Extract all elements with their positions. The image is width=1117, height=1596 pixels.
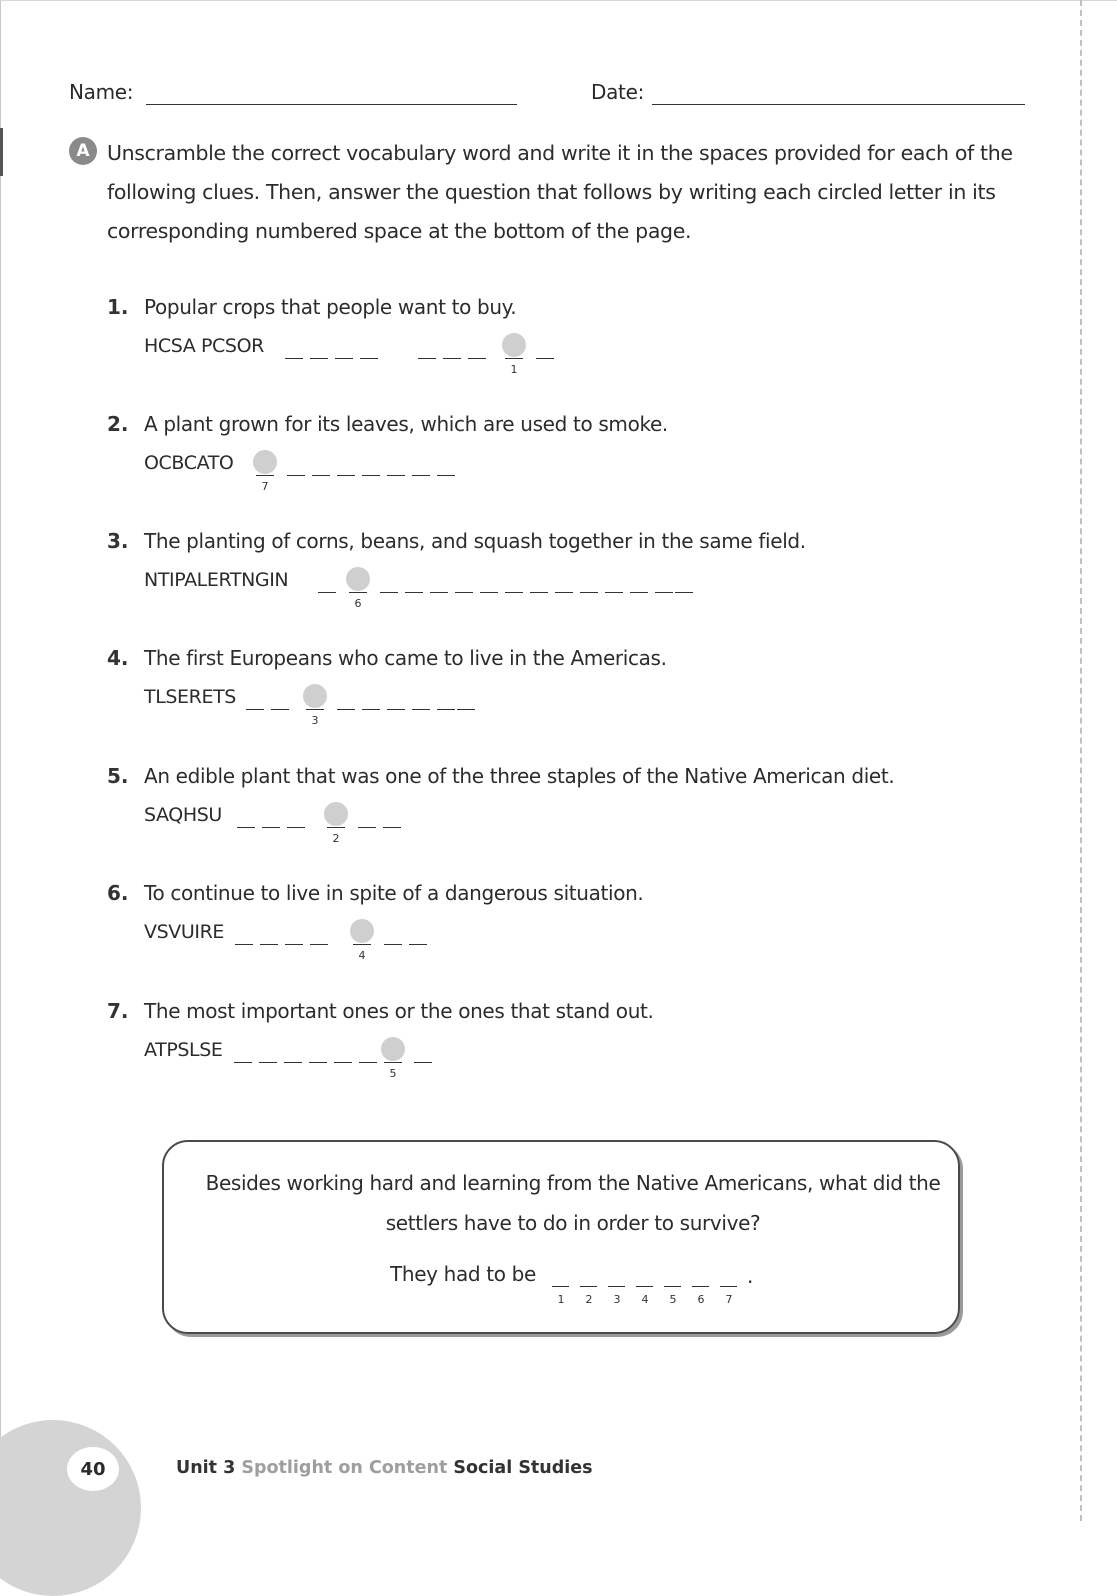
- question-clue: The first Europeans who came to live in the Americas.: [144, 646, 667, 670]
- footer-unit: Unit 3: [176, 1458, 236, 1478]
- circle-number: 1: [510, 363, 518, 376]
- binding-mark: [0, 128, 3, 176]
- circled-letter-marker: [502, 333, 526, 357]
- slot-number: 6: [697, 1293, 705, 1306]
- name-label: Name:: [69, 80, 134, 104]
- circled-letter-marker: [253, 450, 277, 474]
- date-field-line[interactable]: [652, 104, 1025, 105]
- question-clue: An edible plant that was one of the three staples of the Native American diet.: [144, 764, 895, 788]
- slot-number: 1: [557, 1293, 565, 1306]
- corner-decoration: [0, 1420, 141, 1596]
- scrambled-word: ATPSLSE: [144, 1039, 223, 1061]
- slot-number: 3: [613, 1293, 621, 1306]
- section-a-badge: A: [69, 137, 97, 165]
- circle-number: 5: [389, 1067, 397, 1080]
- question-clue: To continue to live in spite of a dangerous situation.: [144, 881, 644, 905]
- perforation-line: [1080, 0, 1082, 1521]
- scrambled-word: TLSERETS: [144, 686, 236, 708]
- scrambled-word: OCBCATO: [144, 452, 234, 474]
- page-edge-left: [0, 0, 1, 1521]
- question-clue: A plant grown for its leaves, which are used to smoke.: [144, 412, 668, 436]
- name-field-line[interactable]: [146, 104, 517, 105]
- circled-letter-marker: [324, 802, 348, 826]
- question-clue: Popular crops that people want to buy.: [144, 295, 517, 319]
- question-number: 5.: [107, 764, 129, 788]
- circle-number: 3: [311, 714, 319, 727]
- circled-letter-marker: [350, 919, 374, 943]
- circled-letter-marker: [303, 684, 327, 708]
- slot-number: 5: [669, 1293, 677, 1306]
- scrambled-word: HCSA PCSOR: [144, 335, 264, 357]
- question-clue: The most important ones or the ones that stand out.: [144, 999, 654, 1023]
- circle-number: 2: [332, 832, 340, 845]
- question-number: 6.: [107, 881, 129, 905]
- slot-number: 4: [641, 1293, 649, 1306]
- scrambled-word: VSVUIRE: [144, 921, 224, 943]
- circle-number: 7: [261, 480, 269, 493]
- question-number: 1.: [107, 295, 129, 319]
- page-edge-top: [0, 0, 1117, 1]
- footer-title: [176, 1458, 593, 1478]
- question-number: 7.: [107, 999, 129, 1023]
- final-question-text: Besides working hard and learning from the Native Americans, what did the settlers have to do in order to survive?: [205, 1171, 941, 1235]
- question-number: 4.: [107, 646, 129, 670]
- circle-number: 4: [358, 949, 366, 962]
- instructions-text: Unscramble the correct vocabulary word and write it in the spaces provided for each of the following clues. Then, answer the question that follows by writing each circled letter in its corresponding numbered space at the bottom of the page.: [107, 141, 1013, 243]
- question-number: 3.: [107, 529, 129, 553]
- final-answer-prompt: They had to be: [390, 1262, 536, 1286]
- scrambled-word: NTIPALERTNGIN: [144, 569, 289, 591]
- footer-spotlight: Spotlight on Content: [241, 1458, 448, 1478]
- circled-letter-marker: [381, 1037, 405, 1061]
- circled-letter-marker: [346, 567, 370, 591]
- slot-number: 7: [725, 1293, 733, 1306]
- final-answer-period: .: [747, 1264, 754, 1288]
- question-number: 2.: [107, 412, 129, 436]
- slot-number: 2: [585, 1293, 593, 1306]
- question-clue: The planting of corns, beans, and squash together in the same field.: [144, 529, 806, 553]
- footer-subject: Social Studies: [453, 1458, 593, 1478]
- date-label: Date:: [591, 80, 645, 104]
- page-number: 40: [67, 1447, 119, 1491]
- scrambled-word: SAQHSU: [144, 804, 222, 826]
- circle-number: 6: [354, 597, 362, 610]
